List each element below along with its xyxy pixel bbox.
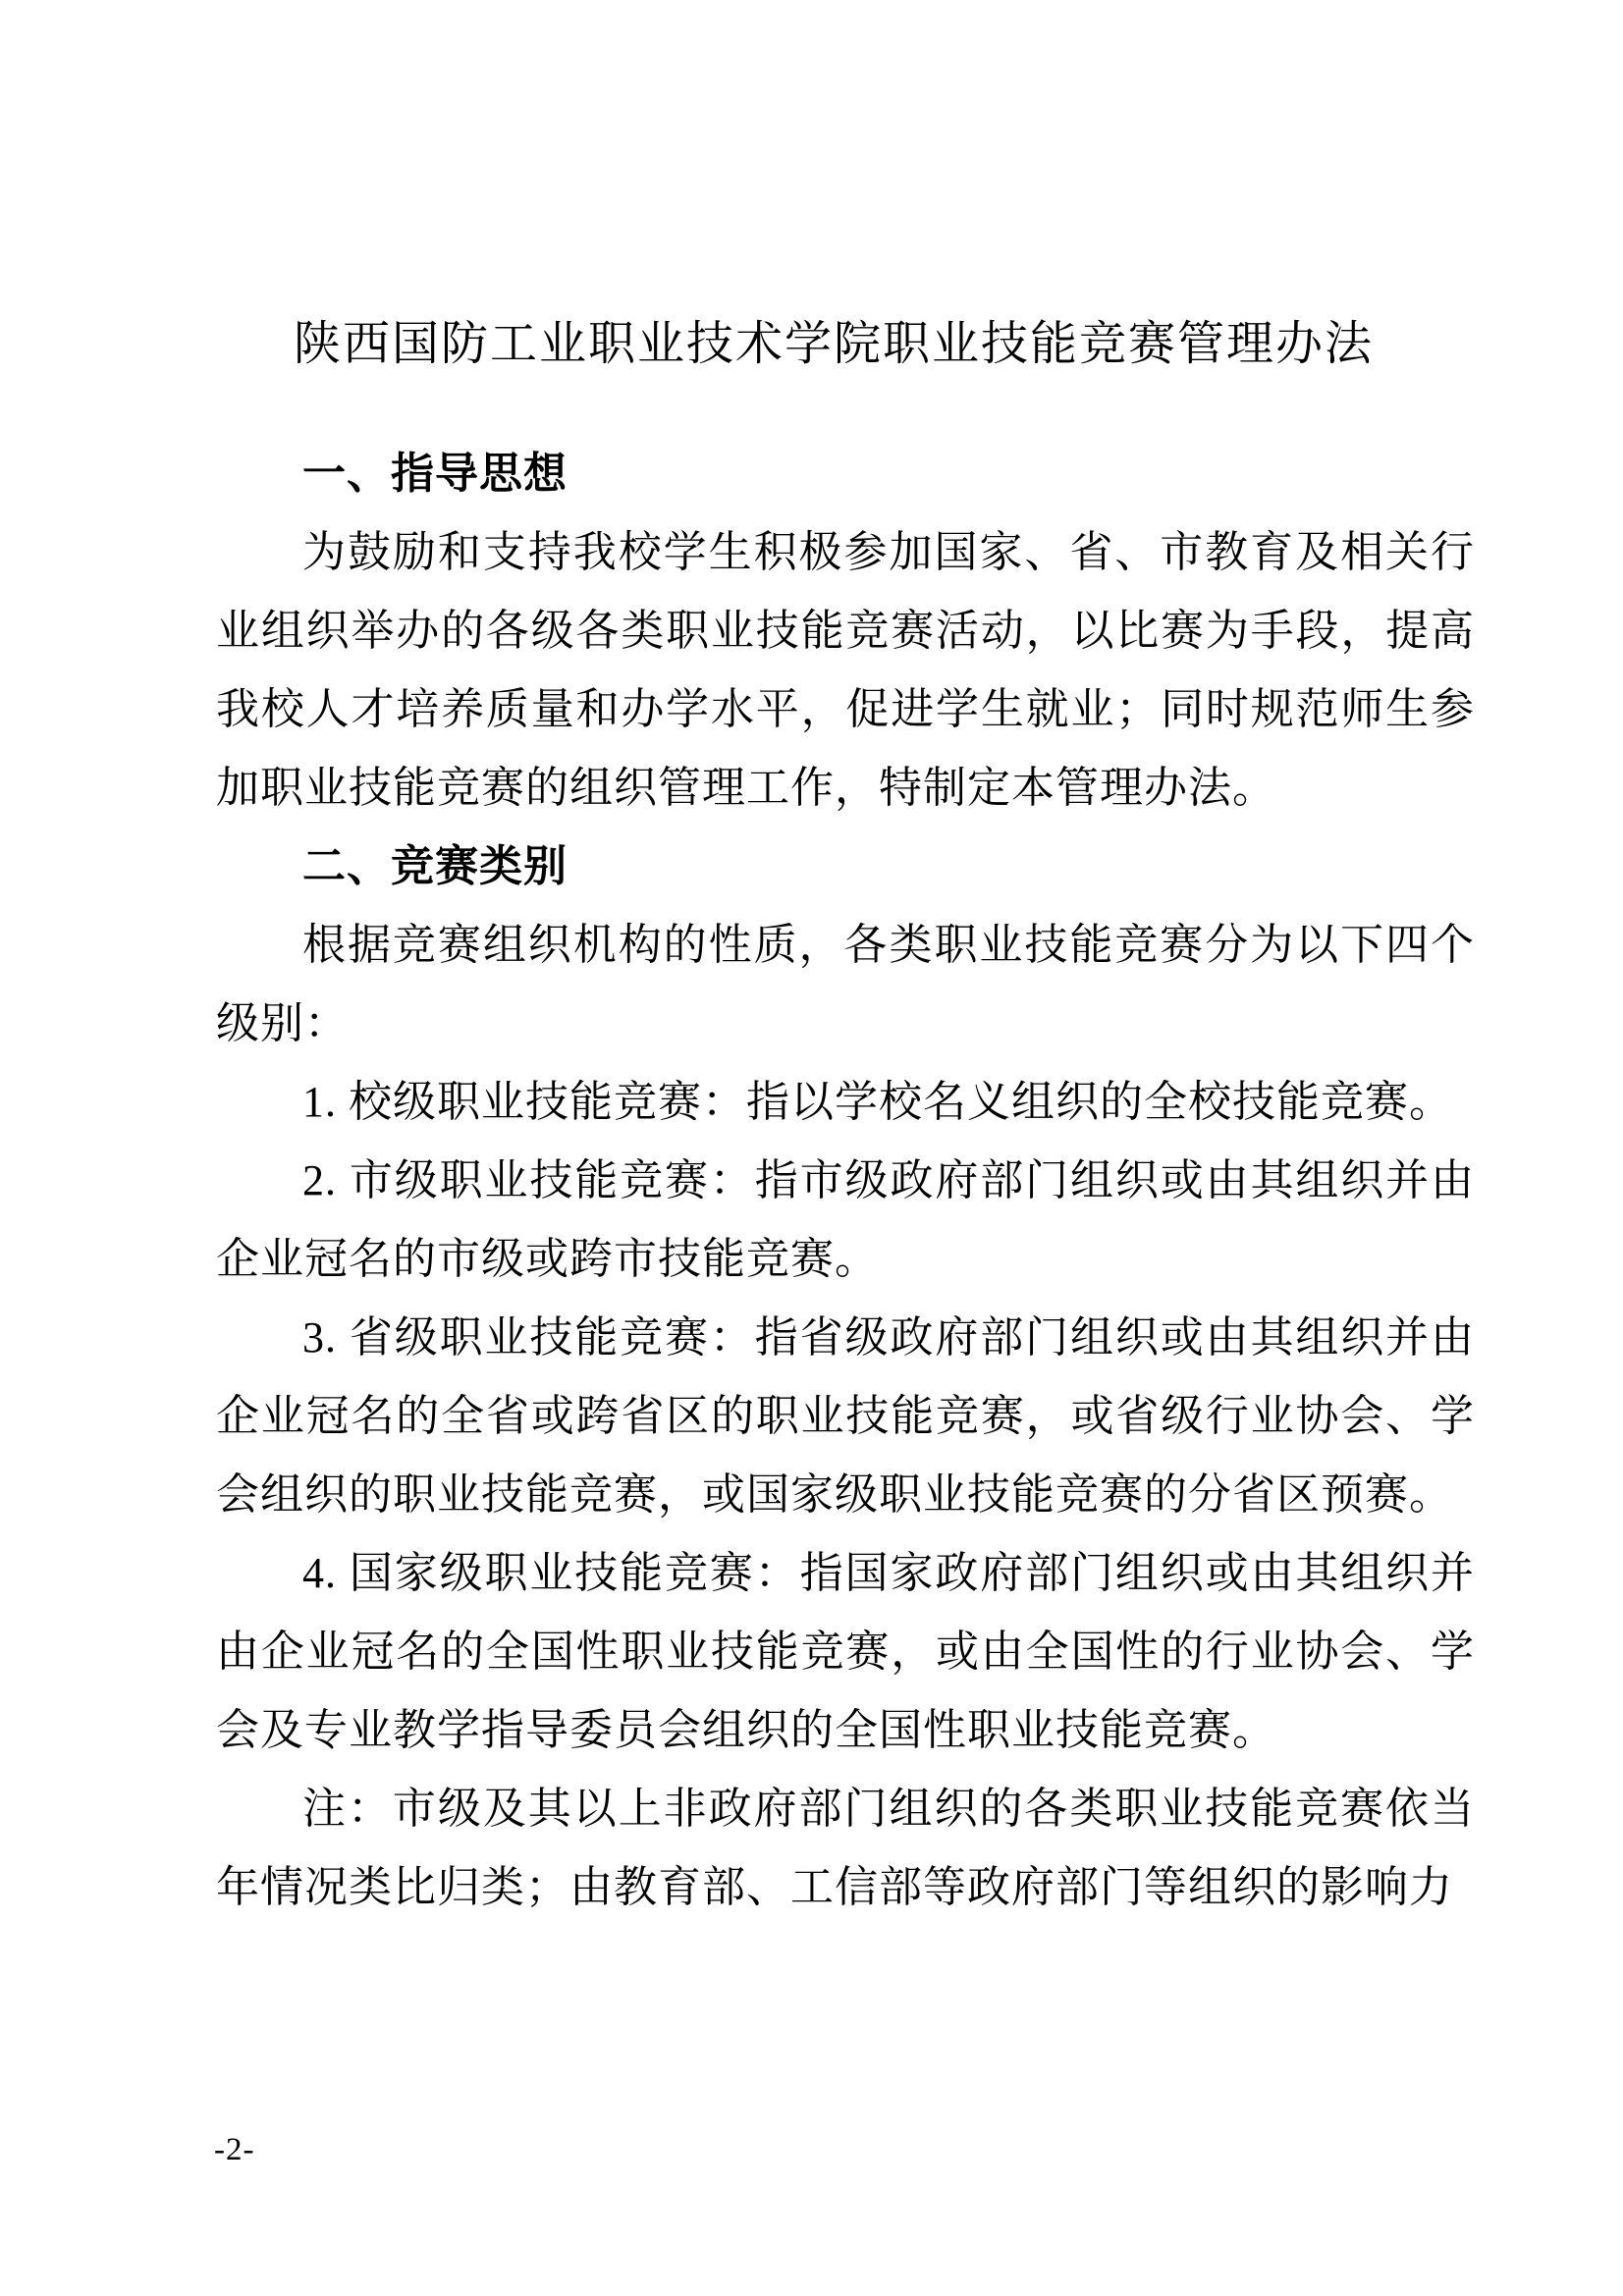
list-item-city-level: 2. 市级职业技能竞赛：指市级政府部门组织或由其组织并由企业冠名的市级或跨市技能竞赛。: [216, 1156, 1475, 1283]
document-title: 陕西国防工业职业技术学院职业技能竞赛管理办法: [293, 318, 1374, 370]
document-body: [216, 435, 1475, 1927]
body-paragraph: 根据竞赛组织机构的性质，各类职业技能竞赛分为以下四个级别：: [216, 921, 1475, 1047]
body-paragraph: 为鼓励和支持我校学生积极参加国家、省、市教育及相关行业组织举办的各级各类职业技能竞赛活动，以比赛为手段，提高我校人才培养质量和办学水平，促进学生就业；同时规范师生参加职业技能竞赛的组织管理工作，特制定本管理办法。: [216, 528, 1475, 812]
section-heading-guiding-ideology: 一、指导思想: [302, 450, 568, 498]
section-heading-competition-categories: 二、竞赛类别: [302, 842, 568, 890]
list-item-province-level: 3. 省级职业技能竞赛：指省级政府部门组织或由其组织并由企业冠名的全省或跨省区的职业技能竞赛，或省级行业协会、学会组织的职业技能竞赛，或国家级职业技能竞赛的分省区预赛。: [216, 1313, 1475, 1519]
list-item-national-level: 4. 国家级职业技能竞赛：指国家政府部门组织或由其组织并由企业冠名的全国性职业技能竞赛，或由全国性的行业协会、学会及专业教学指导委员会组织的全国性职业技能竞赛。: [216, 1549, 1475, 1754]
note-paragraph: 注：市级及其以上非政府部门组织的各类职业技能竞赛依当年情况类比归类；由教育部、工信部等政府部门等组织的影响力: [216, 1785, 1475, 1911]
page-number: -2-: [214, 2132, 255, 2167]
list-item-school-level: 1. 校级职业技能竞赛：指以学校名义组织的全校技能竞赛。: [302, 1078, 1453, 1126]
